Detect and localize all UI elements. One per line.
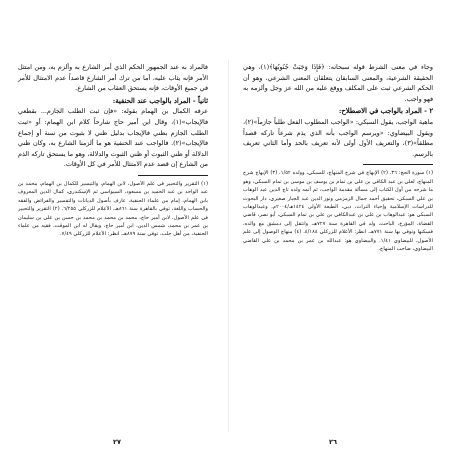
footnote-separator: [138, 175, 208, 176]
left-page-footnotes: (١) التقرير والتحبير في علم الأصول، لابن الهمام، والتيسير للكمال بن الهمام، محمد بن عبد الواحد بن عبد الحميد بن مسعود، السيواسي ثم الإسكندري، كمال الدين المعروف بابن الهمام، إمام من علماء الحنفية، عارف بأصول الديانات والتفسير والفرائض والفقه والحساب واللغة، توفي بالقاهرة سنة ٨٦١هـ. الأعلام للزركلي ٦/٢٥٥. (٢) التقرير والتحبير في علم الأصول، لابن أمير حاج، محمد بن محمد بن محمد بن حسن بن علي بن سليمان بن عمر بن محمد، شمس الدين، ابن أمير حاج، ويقال له ابن الموقت، فقيه من علماء الحنفية، من أهل حلب، توفي سنة ٨٧٩هـ. انظر: الأعلام للزركلي ٧/٤٩.: [18, 180, 208, 238]
footnote-separator: [363, 164, 433, 165]
left-page-body-continued: عرفه الكمال بن الهمام بقوله: «فإن ثبت الطلب الجازم... بقطعي فالإيجاب»(١)، وقال ابن أمير حاج شارحاً كلام ابن الهمام: أو «ثبت الطلب الجازم بظني فالإيجاب بدليل ظني لا بثبوت من سنة أو إجماع فالإيجاب»(٢). فالواجب عند الحنفية هو ما ألزمنا الشارع به، وكان ظني الدلالة أو ظني الثبوت أو ظني الثبوت والدلالة، وهو ما يستحق تاركه الذم من الشارع إن قصد عدم الامتثال للأمر في كل الأوقات.: [18, 107, 208, 169]
right-page-body-continued: ماهية الواجب، يقول السبكي: «الواجب المطلوب الفعل طلباً جازماً»(٢)، ويقول البيضاوي: «ويرسم الواجب بأنه الذي يذم شرعاً تاركه قصداً مطلقاً»(٣)، والتعريف الأول أولى لأنه تعريف بالحد وأما الثاني تعريف بالرسم.: [243, 117, 433, 158]
right-page-heading: ٢ - المراد بالواجب في الاصطلاح:: [338, 107, 433, 116]
right-page-footnotes: (١) سورة الحج: ٣٦. (٢) الإبهاج في شرح المنهاج، للسبكي، وولده ١/٥٢. (٣) الإبهاج شرح المنهاج، لعلي بن عبد الكافي بن علي بن تمام بن يوسف بن موسى بن تمام السبكي، وهو ما شرحه من أول الكتاب إلى مسألة مقدمة الواجب، ثم أتمه ولده تاج الدين عبد الوهاب بن علي السبكي، تحقيق أحمد جمال الزمزمي ونور الدين عبد الجبار صغيري، دار البحوث للدراسات الإسلامية وإحياء التراث، دبي، الطبعة الأولى ١٤٢٤هـ/٢٠٠٤م. وعبدالوهاب السبكي هو: عبدالوهاب بن علي بن عبدالكافي بن علي بن تمام السبكي، أبو نصر، قاضي القضاة، المؤرخ، الباحث، ولد في القاهرة سنة ٧٢٧هـ، وانتقل إلى دمشق مع والده، فسكنها وتوفي بها سنة ٧٧١هـ. انظر: الأعلام للزركلي ٤/١٨٤. (٤) منهاج الوصول إلى علم الأصول، للبيضاوي ١/٤١. والبيضاوي هو: عبدالله بن عمر بن محمد بن علي القاضي البيضاوي، صاحب المنهاج.: [243, 170, 434, 252]
right-page-body: وجاء في معنى الشرط قوله سبحانه: ﴿فَإِذَا وَجَبَتْ جُنُوبُهَا﴾(١)، وهي الحقيقة الشرعية، والمعنى السابقان يتعلقان المعنى الشرعي، وهو أن الحكم الشرعي ثبت على المكلف ووقع عليه من الله عز وجل وألزمه به فهو واجب.: [243, 63, 434, 103]
left-page: [18, 62, 208, 432]
left-page-body: فالمراد به عند الجمهور الحكم الذي أمر الشارع به وألزم به، ومن امتثل الأمر فإنه يثاب عليه، أما من ترك أمر الشارع قاصداً عدم الامتثال للأمر في جميع الأوقات، فإنه يستحق العقاب من الشارع.: [18, 63, 208, 93]
left-page-heading: ثانياً - المراد بالواجب عند الحنفية:: [112, 96, 208, 105]
gutter: [228, 60, 229, 432]
left-page-number: ٢٧: [113, 438, 121, 446]
right-page: [243, 62, 433, 432]
right-page-number: ٢٦: [329, 438, 337, 446]
